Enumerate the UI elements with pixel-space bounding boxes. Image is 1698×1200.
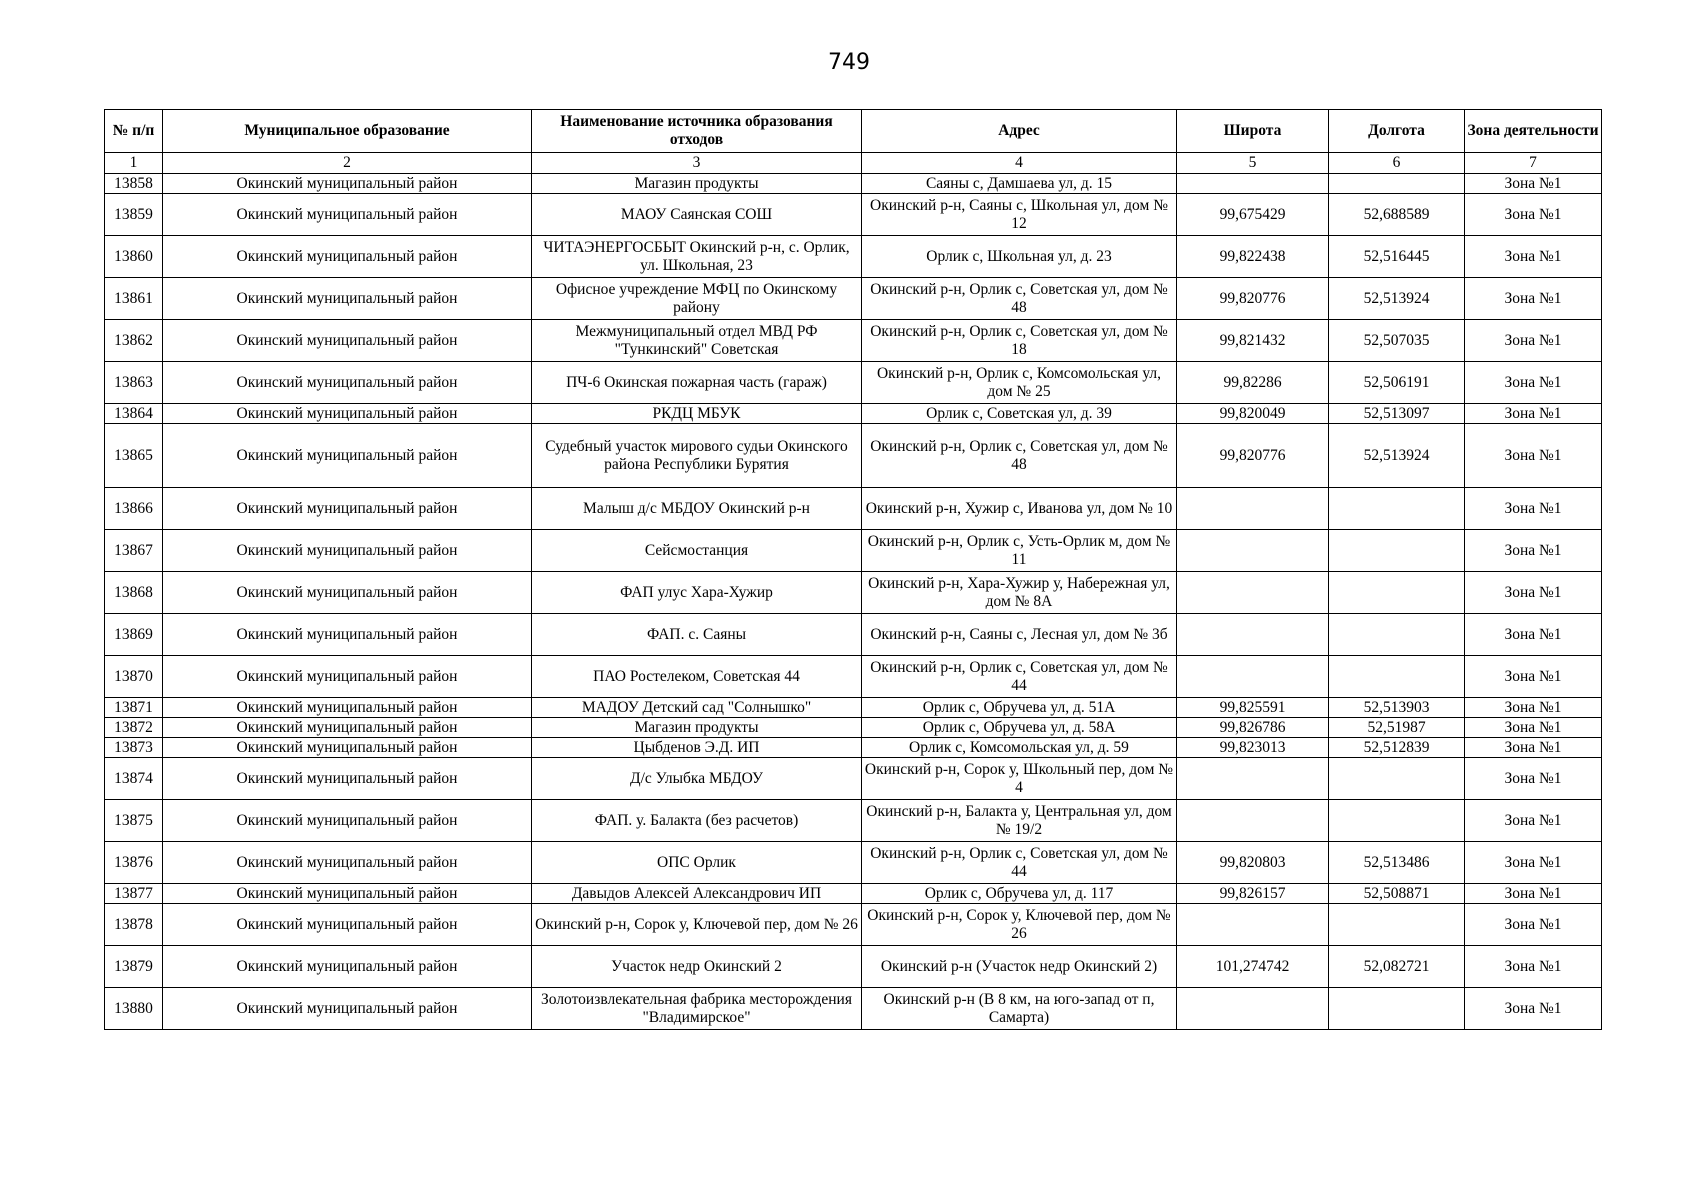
- cell-zone: Зона №1: [1465, 194, 1602, 236]
- table-row: [105, 946, 1602, 988]
- cell-address: Орлик с, Обручева ул, д. 58А: [862, 718, 1177, 738]
- cell-longitude: 52,513924: [1329, 424, 1465, 488]
- cell-zone: Зона №1: [1465, 320, 1602, 362]
- cell-municipality: Окинский муниципальный район: [163, 488, 532, 530]
- cell-latitude: 99,825591: [1177, 698, 1329, 718]
- cell-source: Магазин продукты: [532, 174, 862, 194]
- header-address: Адрес: [862, 110, 1177, 153]
- cell-address: Окинский р-н, Хара-Хужир у, Набережная ул, дом № 8А: [862, 572, 1177, 614]
- cell-zone: Зона №1: [1465, 800, 1602, 842]
- cell-number: 13877: [105, 884, 163, 904]
- cell-municipality: Окинский муниципальный район: [163, 698, 532, 718]
- cell-address: Окинский р-н, Саяны с, Школьная ул, дом № 12: [862, 194, 1177, 236]
- cell-source: Межмуниципальный отдел МВД РФ "Тункинский" Советская: [532, 320, 862, 362]
- cell-longitude: 52,688589: [1329, 194, 1465, 236]
- cell-longitude: [1329, 530, 1465, 572]
- cell-zone: Зона №1: [1465, 424, 1602, 488]
- table-row: [105, 758, 1602, 800]
- cell-address: Окинский р-н (Участок недр Окинский 2): [862, 946, 1177, 988]
- cell-longitude: 52,513486: [1329, 842, 1465, 884]
- cell-zone: Зона №1: [1465, 842, 1602, 884]
- cell-longitude: 52,513903: [1329, 698, 1465, 718]
- cell-number: 13879: [105, 946, 163, 988]
- cell-zone: Зона №1: [1465, 404, 1602, 424]
- cell-latitude: 101,274742: [1177, 946, 1329, 988]
- cell-zone: Зона №1: [1465, 718, 1602, 738]
- cell-longitude: 52,506191: [1329, 362, 1465, 404]
- cell-address: Окинский р-н (В 8 км, на юго-запад от п, Самарта): [862, 988, 1177, 1030]
- cell-longitude: [1329, 800, 1465, 842]
- cell-latitude: [1177, 656, 1329, 698]
- table-row: [105, 738, 1602, 758]
- cell-number: 13875: [105, 800, 163, 842]
- header-source: Наименование источника образования отходов: [532, 110, 862, 153]
- cell-longitude: [1329, 904, 1465, 946]
- cell-zone: Зона №1: [1465, 884, 1602, 904]
- cell-longitude: [1329, 488, 1465, 530]
- cell-longitude: 52,512839: [1329, 738, 1465, 758]
- table-row: [105, 698, 1602, 718]
- cell-municipality: Окинский муниципальный район: [163, 758, 532, 800]
- cell-address: Саяны с, Дамшаева ул, д. 15: [862, 174, 1177, 194]
- cell-source: МАОУ Саянская СОШ: [532, 194, 862, 236]
- header-municipality: Муниципальное образование: [163, 110, 532, 153]
- cell-number: 13868: [105, 572, 163, 614]
- cell-longitude: [1329, 572, 1465, 614]
- cell-source: ОПС Орлик: [532, 842, 862, 884]
- cell-latitude: 99,820776: [1177, 278, 1329, 320]
- table-row: [105, 842, 1602, 884]
- cell-number: 13876: [105, 842, 163, 884]
- waste-sources-table: [104, 109, 1602, 1030]
- cell-address: Орлик с, Школьная ул, д. 23: [862, 236, 1177, 278]
- cell-address: Окинский р-н, Орлик с, Советская ул, дом № 18: [862, 320, 1177, 362]
- cell-latitude: 99,820049: [1177, 404, 1329, 424]
- table-body: [105, 174, 1602, 1030]
- cell-source: Цыбденов Э.Д. ИП: [532, 738, 862, 758]
- cell-number: 13858: [105, 174, 163, 194]
- cell-latitude: [1177, 758, 1329, 800]
- cell-source: Магазин продукты: [532, 718, 862, 738]
- cell-number: 13869: [105, 614, 163, 656]
- cell-zone: Зона №1: [1465, 488, 1602, 530]
- cell-address: Окинский р-н, Хужир с, Иванова ул, дом № 10: [862, 488, 1177, 530]
- cell-source: Д/с Улыбка МБДОУ: [532, 758, 862, 800]
- cell-source: ФАП. у. Балакта (без расчетов): [532, 800, 862, 842]
- cell-latitude: 99,675429: [1177, 194, 1329, 236]
- table-row: [105, 884, 1602, 904]
- column-number: 6: [1329, 153, 1465, 174]
- table-row: [105, 320, 1602, 362]
- cell-source: ЧИТАЭНЕРГОСБЫТ Окинский р-н, с. Орлик, ул. Школьная, 23: [532, 236, 862, 278]
- cell-number: 13871: [105, 698, 163, 718]
- cell-latitude: [1177, 530, 1329, 572]
- cell-latitude: 99,826157: [1177, 884, 1329, 904]
- cell-source: Давыдов Алексей Александрович ИП: [532, 884, 862, 904]
- cell-municipality: Окинский муниципальный район: [163, 424, 532, 488]
- cell-address: Окинский р-н, Сорок у, Ключевой пер, дом № 26: [862, 904, 1177, 946]
- cell-municipality: Окинский муниципальный район: [163, 320, 532, 362]
- cell-latitude: [1177, 614, 1329, 656]
- table-row: [105, 404, 1602, 424]
- cell-address: Орлик с, Обручева ул, д. 51А: [862, 698, 1177, 718]
- cell-source: Офисное учреждение МФЦ по Окинскому району: [532, 278, 862, 320]
- cell-longitude: [1329, 988, 1465, 1030]
- cell-number: 13859: [105, 194, 163, 236]
- cell-zone: Зона №1: [1465, 236, 1602, 278]
- cell-address: Орлик с, Комсомольская ул, д. 59: [862, 738, 1177, 758]
- cell-longitude: [1329, 174, 1465, 194]
- table-row: [105, 718, 1602, 738]
- cell-municipality: Окинский муниципальный район: [163, 800, 532, 842]
- cell-zone: Зона №1: [1465, 572, 1602, 614]
- cell-municipality: Окинский муниципальный район: [163, 946, 532, 988]
- cell-zone: Зона №1: [1465, 946, 1602, 988]
- cell-address: Орлик с, Обручева ул, д. 117: [862, 884, 1177, 904]
- cell-zone: Зона №1: [1465, 530, 1602, 572]
- cell-longitude: [1329, 656, 1465, 698]
- cell-source: Малыш д/с МБДОУ Окинский р-н: [532, 488, 862, 530]
- cell-number: 13880: [105, 988, 163, 1030]
- cell-zone: Зона №1: [1465, 278, 1602, 320]
- cell-number: 13878: [105, 904, 163, 946]
- cell-latitude: [1177, 572, 1329, 614]
- table-row: [105, 278, 1602, 320]
- cell-address: Окинский р-н, Орлик с, Комсомольская ул, дом № 25: [862, 362, 1177, 404]
- table-row: [105, 530, 1602, 572]
- cell-address: Окинский р-н, Орлик с, Советская ул, дом № 44: [862, 656, 1177, 698]
- cell-zone: Зона №1: [1465, 362, 1602, 404]
- cell-municipality: Окинский муниципальный район: [163, 404, 532, 424]
- cell-longitude: 52,508871: [1329, 884, 1465, 904]
- cell-longitude: 52,516445: [1329, 236, 1465, 278]
- table-row: [105, 424, 1602, 488]
- cell-number: 13874: [105, 758, 163, 800]
- cell-source: ФАП. с. Саяны: [532, 614, 862, 656]
- cell-longitude: [1329, 614, 1465, 656]
- cell-municipality: Окинский муниципальный район: [163, 614, 532, 656]
- cell-longitude: 52,513097: [1329, 404, 1465, 424]
- cell-number: 13863: [105, 362, 163, 404]
- table-row: [105, 194, 1602, 236]
- table-row: [105, 614, 1602, 656]
- cell-municipality: Окинский муниципальный район: [163, 884, 532, 904]
- cell-source: ФАП улус Хара-Хужир: [532, 572, 862, 614]
- cell-source: ПЧ-6 Окинская пожарная часть (гараж): [532, 362, 862, 404]
- table-row: [105, 488, 1602, 530]
- cell-number: 13864: [105, 404, 163, 424]
- cell-source: РКДЦ МБУК: [532, 404, 862, 424]
- cell-number: 13861: [105, 278, 163, 320]
- column-number: 5: [1177, 153, 1329, 174]
- cell-number: 13860: [105, 236, 163, 278]
- table-row: [105, 572, 1602, 614]
- column-number-row: [105, 153, 1602, 174]
- cell-latitude: 99,822438: [1177, 236, 1329, 278]
- cell-zone: Зона №1: [1465, 758, 1602, 800]
- cell-municipality: Окинский муниципальный район: [163, 904, 532, 946]
- cell-latitude: 99,820803: [1177, 842, 1329, 884]
- cell-longitude: 52,513924: [1329, 278, 1465, 320]
- table-row: [105, 174, 1602, 194]
- header-latitude: Широта: [1177, 110, 1329, 153]
- cell-number: 13865: [105, 424, 163, 488]
- column-number: 2: [163, 153, 532, 174]
- cell-number: 13866: [105, 488, 163, 530]
- cell-municipality: Окинский муниципальный район: [163, 530, 532, 572]
- cell-municipality: Окинский муниципальный район: [163, 842, 532, 884]
- cell-latitude: 99,82286: [1177, 362, 1329, 404]
- header-zone: Зона деятельности: [1465, 110, 1602, 153]
- cell-latitude: [1177, 988, 1329, 1030]
- cell-zone: Зона №1: [1465, 656, 1602, 698]
- cell-address: Окинский р-н, Орлик с, Советская ул, дом № 48: [862, 424, 1177, 488]
- cell-source: МАДОУ Детский сад "Солнышко": [532, 698, 862, 718]
- table-row: [105, 800, 1602, 842]
- column-number: 7: [1465, 153, 1602, 174]
- table-row: [105, 988, 1602, 1030]
- cell-number: 13873: [105, 738, 163, 758]
- cell-number: 13872: [105, 718, 163, 738]
- table-row: [105, 236, 1602, 278]
- cell-latitude: [1177, 488, 1329, 530]
- cell-number: 13862: [105, 320, 163, 362]
- cell-source: Золотоизвлекательная фабрика месторождения "Владимирское": [532, 988, 862, 1030]
- cell-municipality: Окинский муниципальный район: [163, 194, 532, 236]
- cell-address: Окинский р-н, Орлик с, Усть-Орлик м, дом № 11: [862, 530, 1177, 572]
- cell-address: Окинский р-н, Саяны с, Лесная ул, дом № 3б: [862, 614, 1177, 656]
- table-header-row: [105, 110, 1602, 153]
- cell-latitude: 99,823013: [1177, 738, 1329, 758]
- cell-address: Окинский р-н, Балакта у, Центральная ул, дом № 19/2: [862, 800, 1177, 842]
- cell-latitude: 99,826786: [1177, 718, 1329, 738]
- cell-longitude: 52,51987: [1329, 718, 1465, 738]
- cell-source: Судебный участок мирового судьи Окинского района Республики Бурятия: [532, 424, 862, 488]
- cell-zone: Зона №1: [1465, 698, 1602, 718]
- cell-address: Окинский р-н, Орлик с, Советская ул, дом № 44: [862, 842, 1177, 884]
- cell-municipality: Окинский муниципальный район: [163, 278, 532, 320]
- column-number: 4: [862, 153, 1177, 174]
- cell-municipality: Окинский муниципальный район: [163, 738, 532, 758]
- column-number: 1: [105, 153, 163, 174]
- cell-municipality: Окинский муниципальный район: [163, 656, 532, 698]
- header-longitude: Долгота: [1329, 110, 1465, 153]
- cell-source: ПАО Ростелеком, Советская 44: [532, 656, 862, 698]
- cell-zone: Зона №1: [1465, 738, 1602, 758]
- cell-latitude: [1177, 800, 1329, 842]
- cell-longitude: 52,082721: [1329, 946, 1465, 988]
- cell-zone: Зона №1: [1465, 904, 1602, 946]
- cell-address: Окинский р-н, Сорок у, Школьный пер, дом № 4: [862, 758, 1177, 800]
- cell-number: 13870: [105, 656, 163, 698]
- cell-zone: Зона №1: [1465, 988, 1602, 1030]
- table-row: [105, 904, 1602, 946]
- cell-municipality: Окинский муниципальный район: [163, 988, 532, 1030]
- cell-address: Окинский р-н, Орлик с, Советская ул, дом № 48: [862, 278, 1177, 320]
- cell-latitude: [1177, 904, 1329, 946]
- cell-municipality: Окинский муниципальный район: [163, 236, 532, 278]
- table-row: [105, 656, 1602, 698]
- cell-source: Окинский р-н, Сорок у, Ключевой пер, дом № 26: [532, 904, 862, 946]
- cell-zone: Зона №1: [1465, 614, 1602, 656]
- cell-longitude: 52,507035: [1329, 320, 1465, 362]
- cell-source: Участок недр Окинский 2: [532, 946, 862, 988]
- column-number: 3: [532, 153, 862, 174]
- cell-longitude: [1329, 758, 1465, 800]
- cell-municipality: Окинский муниципальный район: [163, 718, 532, 738]
- cell-address: Орлик с, Советская ул, д. 39: [862, 404, 1177, 424]
- cell-zone: Зона №1: [1465, 174, 1602, 194]
- table-row: [105, 362, 1602, 404]
- cell-source: Сейсмостанция: [532, 530, 862, 572]
- cell-municipality: Окинский муниципальный район: [163, 174, 532, 194]
- cell-latitude: [1177, 174, 1329, 194]
- cell-latitude: 99,820776: [1177, 424, 1329, 488]
- cell-latitude: 99,821432: [1177, 320, 1329, 362]
- page-number: 749: [828, 50, 870, 75]
- cell-municipality: Окинский муниципальный район: [163, 572, 532, 614]
- cell-number: 13867: [105, 530, 163, 572]
- header-number: № п/п: [105, 110, 163, 153]
- cell-municipality: Окинский муниципальный район: [163, 362, 532, 404]
